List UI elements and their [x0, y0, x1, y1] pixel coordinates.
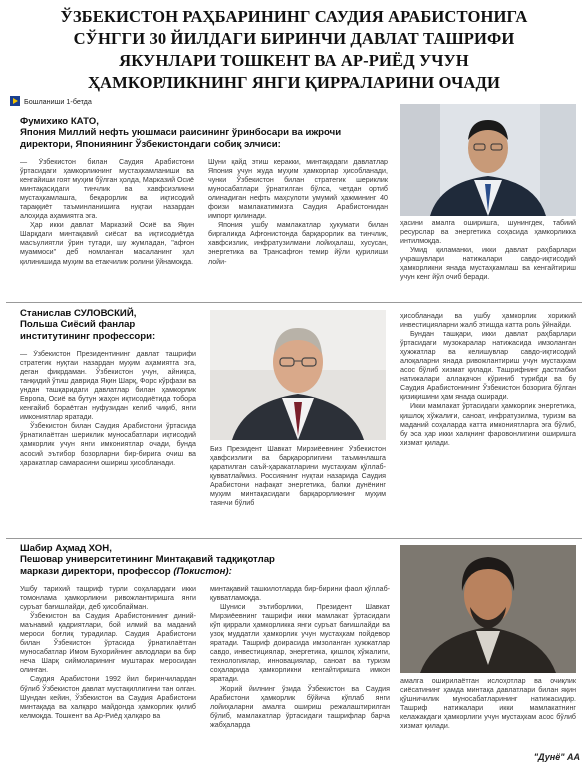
- section2-name: Станислав СУЛОВСКИЙ,: [20, 308, 137, 319]
- continued-from-text: Бошланиши 1-бетда: [24, 96, 92, 106]
- headline: [6, 6, 582, 94]
- section3-column-1: [20, 585, 196, 760]
- section1-column-1: [20, 158, 194, 280]
- section1-column-2: [208, 158, 388, 280]
- section3-column-2: [210, 585, 390, 760]
- paragraph: Ушбу тарихий ташриф турли соҳалардаги икки томонлама ҳамкорликни ривожлантиришга янги суръат бағишлайди, деб ҳисоблайман.: [20, 585, 196, 612]
- source-credit: "Дунё" АА: [533, 752, 580, 762]
- portrait-image: [400, 545, 576, 673]
- paragraph: Ўзбекистон ва Саудия Арабистонининг диний-маънавий қадриятлари, бой илмий ва маданий мероси боғлиқ турадилар. Саудия Арабистони билан Ўзбекистон ўртасида ўрнатилаётган муносабатлар Имом Бухорийнинг авлодлари ва бир неча Шарқ сиймоларининг муштарак меросидан олинган.: [20, 612, 196, 675]
- paragraph: Биз Президент Шавкат Мирзиёевнинг Ўзбекистон ҳавфсизлиги ва барқарорлигини таъминлашга қаратилган саъй-ҳаракатларини мустаҳкам қўллаб-қувватлаймиз. Россиянинг нуқтаи назарида Саудия Арабистони нафақат энергетика, балки дунёнинг муҳим минтақасидаги барқарорликнинг муҳим таянчи бўлиб: [210, 445, 386, 508]
- section2-column-1: [20, 350, 196, 530]
- paragraph: Умид қиламанки, икки давлат раҳбарлари учрашувлари натижалари савдо-иқтисодий ҳамкорликни янада мустаҳкамлаш ва кенгайтириш учун кенг йўл очиб беради.: [400, 246, 576, 281]
- section1-title-1: Япония Миллий нефть уюшмаси раисининг ўринбосари ва ижрочи: [20, 127, 342, 139]
- section2-byline: [20, 308, 220, 342]
- section3-country: (Покистон):: [173, 565, 232, 577]
- paragraph: Жорий йилнинг ўзида Ўзбекистон ва Саудия Арабистони ҳамкорлик бўйича кўплаб янги лойиҳаларни амалга ошириш режалаштирилган бўлиб, мамлакатлар ўртасидаги ташрифлар барча жабҳаларда: [210, 684, 390, 729]
- section3-title-1: Пешовар университетининг Минтақавий тадқиқотлар: [20, 554, 275, 566]
- photo-khan: [400, 545, 576, 673]
- section1-title-2: директори, Япониянинг Ўзбекистондаги собиқ элчиси:: [20, 138, 281, 150]
- paragraph: Япония ушбу мамлакатлар ҳукумати билан биргаликда Афғонистонда барқарорлик ва тинчлик, хавфсизлик, инфратузилмани лойиҳалаш, хусусан, энергетика ва Трансафғон темир йўли қурилиши лойи-: [208, 221, 388, 266]
- section-divider: [6, 302, 582, 303]
- paragraph: Бундан ташқари, икки давлат раҳбарлари ўртасидаги музокаралар натижасида имзоланган ҳужжатлар ва келишувлар савдо-иқтисодий алоқаларни янада ривожлантириш учун мустаҳкам асос бўлиб хизмат қилади. Ташрифнинг дастлабки натижалари аллақачон кўриниб турибди ва бу Саудия Арабистонининг Ўзбекистон бозорига бўлган қизиқишини ҳам янада оширади.: [400, 330, 576, 402]
- headline-line-2: СЎНГГИ 30 ЙИЛДАГИ БИРИНЧИ ДАВЛАТ ТАШРИФИ: [73, 29, 515, 48]
- headline-line-4: ҲАМКОРЛИКНИНГ ЯНГИ ҚИРРАЛАРИНИ ОЧАДИ: [87, 73, 501, 92]
- photo-sulowski: [210, 310, 386, 440]
- section1-name: Фумихико КАТО,: [20, 116, 99, 127]
- section3-title-2: маркази директори, профессор: [20, 565, 171, 577]
- section2-column-3: [400, 312, 576, 532]
- portrait-image: [400, 104, 576, 216]
- portrait-image: [210, 310, 386, 440]
- section3-name: Шабир Аҳмад ХОН,: [20, 543, 112, 554]
- section2-title-1: Польша Сиёсий фанлар: [20, 319, 136, 331]
- play-arrow-icon: [10, 96, 20, 106]
- paragraph: — Ўзбекистон билан Саудия Арабистони ўртасидаги ҳамкорликнинг мустаҳкамланиши ва кенгайиши гоят муҳим бўлган ҳолда, Марказий Осиё минтақасидаги тинчлик ва хавфсизликни мустаҳкамлашга, беқарорлик ва иқтисодий тараққиёт таъминланишига нуқтаи назардан алоҳида аҳамиятга эга.: [20, 158, 194, 221]
- section1-byline: [20, 116, 395, 150]
- section2-column-2: [210, 445, 386, 531]
- photo-kato: [400, 104, 576, 216]
- paragraph: Шуни қайд этиш керакки, минтақадаги давлатлар Япония учун жуда муҳим ҳамкорлар ҳисобланади, чунки Ўзбекистон билан стратегик шериклик муносабатлари ўрнатилган бўлса, четдан ортиб олинадиган нефть маҳсулоти умумий ҳажмининг 40 фоизи мамлакатимизга Саудия Арабистонидан импорт қилинади.: [208, 158, 388, 221]
- paragraph: ҳисобланади ва ушбу ҳамкорлик хорижий инвестицияларни жалб этишда катта роль ўйнайди.: [400, 312, 576, 330]
- headline-line-1: ЎЗБЕКИСТОН РАҲБАРИНИНГ САУДИЯ АРАБИСТОНИГА: [60, 7, 528, 26]
- headline-line-3: ЯКУНЛАРИ ТОШКЕНТ ВА АР-РИЁД УЧУН: [119, 51, 469, 70]
- paragraph: — Ўзбекистон Президентининг давлат ташрифи стратегик нуқтаи назардан муҳим аҳамиятга эга, деган фикрдаман. Ўзбекистон учун, айниқса, танқидий ўтиш даврида Яқин Шарқ, Форс кўрфази ва ундан ташқаридаги давлатлар билан ҳамкорлик Европа, Осиё ва бутун жаҳон иқтисодиётида тобора кенгайиб бораётган нуфузидан келиб чиқиб, янги имкониятлар яратади.: [20, 350, 196, 422]
- paragraph: Шуниси эътиборлики, Президент Шавкат Мирзиёевнинг ташрифи икки мамлакат ўртасидаги кўп қиррали ҳамкорликка янги суръат бағишлайди ва узоқ муддатли ҳамкорлик учун мустаҳкам пойдевор яратади. Ташриф доирасида имзоланган ҳужжатлар савдо, инвестициялар, энергетика, қишлоқ хўжалиги, технологиялар, инновациялар, саноат ва туризм соҳаларида ҳамкорликни кенгайтиришга имкон яратади.: [210, 603, 390, 684]
- section2-title-2: институтининг профессори:: [20, 330, 156, 342]
- section3-byline: [20, 543, 390, 577]
- section-divider: [6, 538, 582, 539]
- paragraph: Саудия Арабистони 1992 йил биринчилардан бўлиб Ўзбекистон давлат мустақиллигини тан олган. Шундан кейин, Ўзбекистон ва Саудия Арабистони минтақада ва халқаро майдонда ҳамкорлик қилиб келмоқда. Тошкент ва Ар-Риёд ҳалқаро ва: [20, 675, 196, 720]
- paragraph: Ўзбекистон билан Саудия Арабистони ўртасида ўрнатилаётган шериклик муносабатлари иқтисодий ҳамкорлик учун янги имкониятлар очади, бунда асосий эътибор бозорларни бир-бирига очиш ва ҳаракатлар самарасини ошириш ҳисобланади.: [20, 422, 196, 467]
- section1-column-3: [400, 219, 576, 281]
- section3-column-3: [400, 677, 576, 747]
- continued-from-label: [10, 96, 92, 106]
- paragraph: Икки мамлакат ўртасидаги ҳамкорлик энергетика, қишлоқ хўжалиги, саноат, инфратузилма, туризм ва маданий соҳаларда катта имкониятларга эга бўлиб, бу эса ҳар икки халқнинг фаровонлигини оширишга хизмат қилади.: [400, 402, 576, 447]
- paragraph: амалга оширилаётган ислоҳотлар ва очиқлик сиёсатининг ҳамда минтақа давлатлари билан яқин қўшничилик муносабатларининг натижасидир. Ташриф натижалари икки мамлакатнинг келажакдаги ҳамкорлиги учун мустаҳкам асос бўлиб хизмат қилади.: [400, 677, 576, 731]
- paragraph: Ҳар икки давлат Марказий Осиё ва Яқин Шарқдаги минтақавий сиёсат ва иқтисодиётда масъулиятли ўрин тутади, шу жумладан, "афғон муаммоси" деб номланган масаланинг ҳал қилинишида муҳим ва етакчилик ролини ўйнамоқда.: [20, 221, 194, 266]
- paragraph: минтақавий ташкилотларда бир-бирини фаол қўллаб-қувватламоқда.: [210, 585, 390, 603]
- paragraph: ҳасини амалга оширишга, шунингдек, табиий ресурслар ва энергетика соҳасида ҳамкорликка интилмоқда.: [400, 219, 576, 246]
